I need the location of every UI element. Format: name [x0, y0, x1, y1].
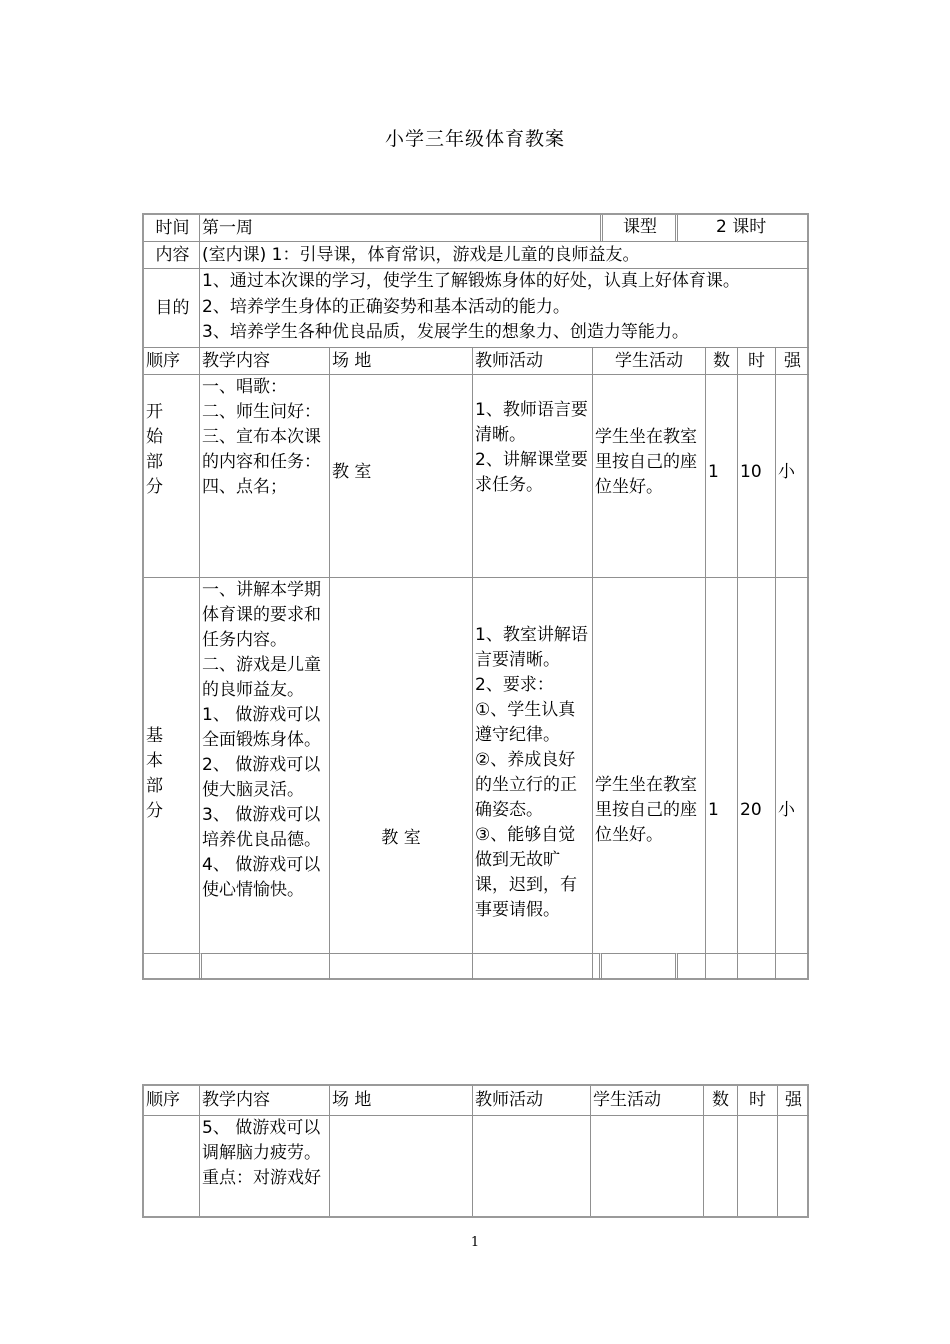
goal-item: 3、培养学生各种优良品质，发展学生的想象力、创造力等能力。 [202, 322, 689, 342]
goal-label: 目的 [144, 268, 199, 347]
empty-cell [737, 1115, 777, 1216]
col-venue: 场 地 [329, 1086, 472, 1115]
col-content: 教学内容 [199, 347, 329, 374]
col-intensity: 强 [777, 1086, 809, 1115]
basic-intensity: 小 [775, 577, 809, 953]
col-intensity: 强 [775, 347, 809, 374]
opening-content: 一、唱歌： 二、师生问好： 三、宣布本次课的内容和任务： 四、点名； [199, 374, 329, 577]
opening-count: 1 [705, 374, 737, 577]
opening-venue: 教 室 [329, 374, 472, 577]
content-label: 内容 [144, 241, 199, 268]
goals-list [199, 268, 809, 347]
basic-count: 1 [705, 577, 737, 953]
lesson-plan-table [142, 213, 809, 980]
col-teacher: 教师活动 [472, 347, 592, 374]
empty-cell [777, 1115, 809, 1216]
continuation-table [142, 1084, 809, 1218]
empty-cell [472, 953, 592, 980]
col-order: 顺序 [146, 1090, 180, 1110]
empty-cell [599, 953, 675, 980]
content-value: (室内课) 1：引导课，体育常识，游戏是儿童的良师益友。 [199, 241, 809, 268]
document-title: 小学三年级体育教案 [384, 128, 565, 150]
empty-cell [329, 1115, 472, 1216]
empty-cell [703, 1115, 737, 1216]
empty-cell [592, 953, 599, 980]
empty-cell [590, 1115, 703, 1216]
lesson-type-label: 课型 [600, 215, 675, 241]
opening-time: 10 [737, 374, 775, 577]
empty-cell [472, 1115, 590, 1216]
section-basic: 基 本 部 分 [144, 577, 199, 953]
opening-student: 学生坐在教室里按自己的座位坐好。 [592, 374, 705, 577]
col-time: 时 [737, 1086, 777, 1115]
empty-cell [329, 953, 472, 980]
empty-cell [705, 953, 737, 980]
col-student: 学生活动 [592, 347, 705, 374]
col-count: 数 [703, 1086, 737, 1115]
col-student: 学生活动 [590, 1086, 703, 1115]
basic-teacher: 1、教室讲解语言要清晰。 2、要求： ①、学生认真遵守纪律。 ②、养成良好的坐立行的正确姿态。 ③、能够自觉做到无故旷课，迟到，有事要请假。 [472, 577, 592, 953]
col-count: 数 [705, 347, 737, 374]
empty-cell [144, 1115, 199, 1216]
goal-item: 1、通过本次课的学习，使学生了解锻炼身体的好处，认真上好体育课。 [202, 271, 740, 291]
col-teacher: 教师活动 [472, 1086, 590, 1115]
time-value: 第一周 [199, 215, 600, 241]
basic-time: 20 [737, 577, 775, 953]
empty-cell [675, 953, 705, 980]
empty-cell [737, 953, 775, 980]
opening-intensity: 小 [775, 374, 809, 577]
time-label: 时间 [155, 217, 190, 238]
col-time: 时 [737, 347, 775, 374]
basic-student: 学生坐在教室里按自己的座位坐好。 [592, 577, 705, 953]
opening-teacher: 1、教师语言要清晰。 2、讲解课堂要求任务。 [472, 374, 592, 577]
empty-cell [199, 953, 329, 980]
lesson-type-value: 2 课时 [675, 215, 809, 241]
page-number: 1 [470, 1235, 480, 1250]
goal-item: 2、培养学生身体的正确姿势和基本活动的能力。 [202, 296, 570, 317]
empty-cell [775, 953, 809, 980]
col-order: 顺序 [144, 347, 199, 374]
basic-content: 一、讲解本学期体育课的要求和任务内容。 二、游戏是儿童的良师益友。 1、 做游戏可以全面锻炼身体。 2、 做游戏可以使大脑灵活。 3、 做游戏可以培养优良品德。 4、 做游戏可以使心情愉快。 [199, 577, 329, 953]
section-opening: 开 始 部 分 [144, 374, 199, 577]
basic-venue: 教 室 [329, 577, 472, 953]
col-venue: 场 地 [329, 347, 472, 374]
empty-cell [144, 953, 199, 980]
col-content: 教学内容 [199, 1086, 329, 1115]
continuation-content: 5、 做游戏可以调解脑力疲劳。 重点：对游戏好 [199, 1115, 329, 1216]
